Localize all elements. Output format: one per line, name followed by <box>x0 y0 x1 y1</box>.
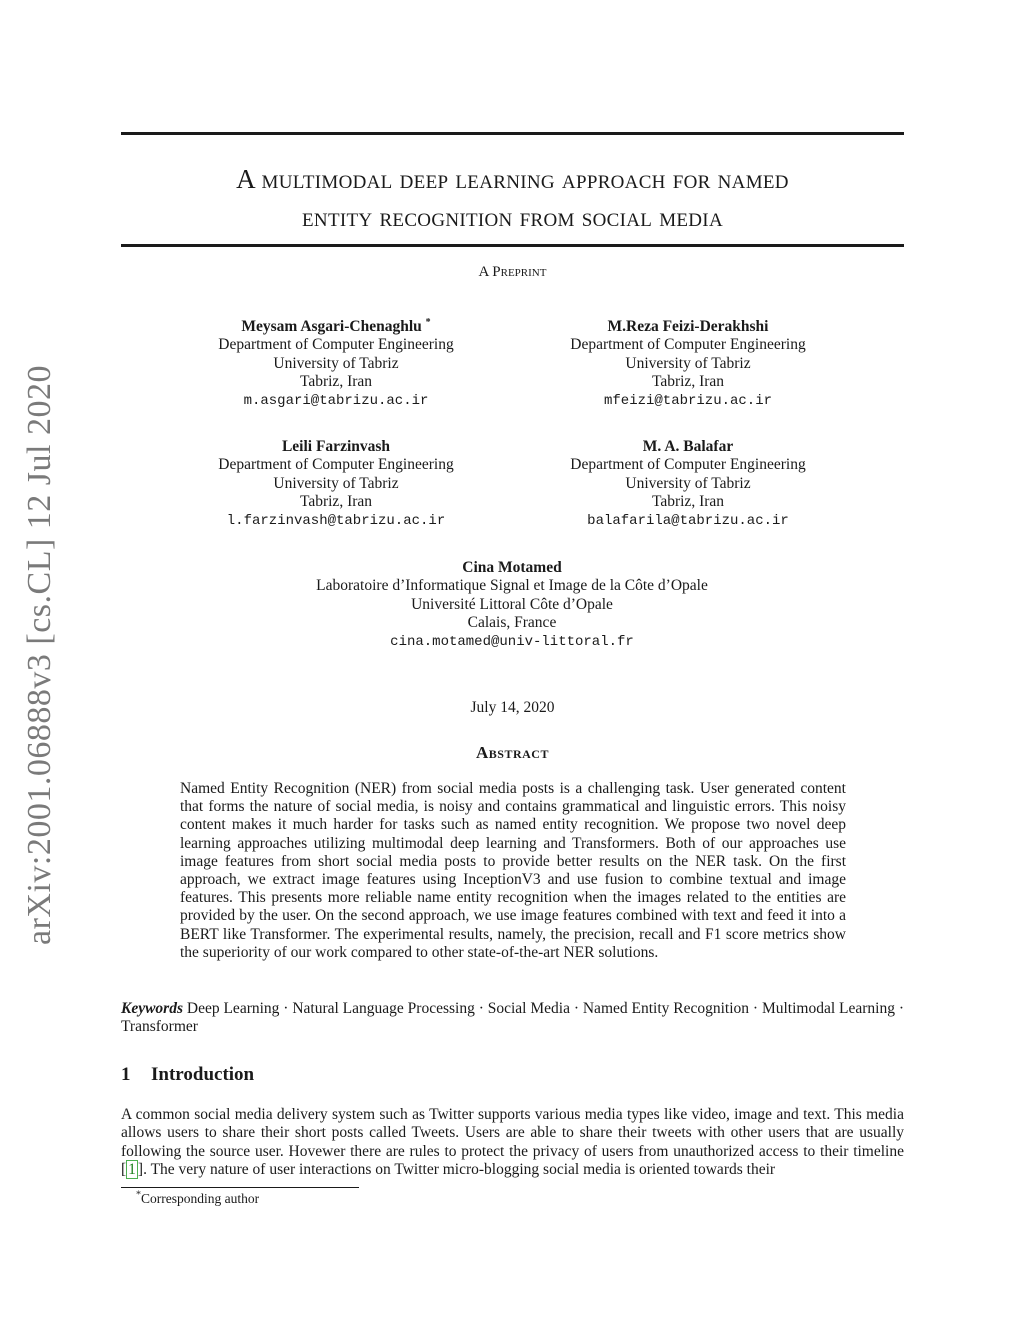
author-affiliation: Université Littoral Côte d’Opale <box>411 595 613 613</box>
author-affiliation: University of Tabriz <box>273 474 399 492</box>
author-name: Cina Motamed <box>462 559 562 576</box>
author-block-3 <box>176 438 496 530</box>
author-block-5 <box>262 559 762 651</box>
author-footnote-mark: * <box>425 316 431 328</box>
footnote-mark: * <box>136 1189 141 1201</box>
preprint-label: A Preprint <box>478 264 547 280</box>
author-department: Department of Computer Engineering <box>570 336 806 354</box>
footnote <box>136 1191 259 1207</box>
author-email: balafarila@tabrizu.ac.ir <box>587 512 789 529</box>
section-title: Introduction <box>151 1064 255 1085</box>
author-email: m.asgari@tabrizu.ac.ir <box>243 392 429 409</box>
author-name: Leili Farzinvash <box>281 438 391 455</box>
paper-title <box>121 160 904 236</box>
keywords-label: Keywords <box>121 1000 183 1017</box>
author-name: Meysam Asgari-Chenaghlu * <box>241 316 431 335</box>
paper-title-line-2: entity recognition from social media <box>302 202 723 232</box>
author-affiliation: University of Tabriz <box>273 354 399 372</box>
keywords-paragraph <box>121 1000 904 1037</box>
author-department: Department of Computer Engineering <box>218 456 454 474</box>
author-department: Laboratoire d’Informatique Signal et Image de la Côte d’Opale <box>316 577 708 595</box>
arxiv-sidebar-stamp: arXiv:2001.06888v3 [cs.CL] 12 Jul 2020 <box>21 365 58 945</box>
author-affiliation: University of Tabriz <box>625 474 751 492</box>
author-location: Tabriz, Iran <box>651 493 725 511</box>
title-top-rule <box>121 132 904 135</box>
author-location: Tabriz, Iran <box>651 373 725 391</box>
citation-link[interactable]: 1 <box>128 1161 136 1179</box>
abstract-body: Named Entity Recognition (NER) from social media posts is a challenging task. User generated content that forms the nature of social media, is noisy and contains grammatical and linguistic errors. This noisy content makes it much harder for tasks such as named entity recognition. We propose two novel deep learning approaches utilizing multimodal deep learning and Transformers. Both of our approaches use image features from short social media posts to provide better results on the NER task. On the first approach, we extract image features using InceptionV3 and use fusion to combine textual and image features. This presents more reliable name entity recognition when the images related to the entities are provided by the user. On the second approach, we use image features combined with text and feed it into a BERT like Transformer. The experimental results, namely, the precision, recall and F1 score metrics show the superiority of our work compared to other state-of-the-art NER solutions. <box>180 780 846 961</box>
footnote-rule <box>121 1187 359 1188</box>
section-number: 1 <box>121 1064 131 1085</box>
author-email: cina.motamed@univ-littoral.fr <box>390 633 634 650</box>
paper-date: July 14, 2020 <box>470 699 555 716</box>
author-name: M.Reza Feizi-Derakhshi <box>607 318 769 335</box>
keywords-list: Deep Learning · Natural Language Processing · Social Media · Named Entity Recognition · Multimodal Learning · Transformer <box>121 1000 904 1036</box>
introduction-paragraph: A common social media delivery system such as Twitter supports various media types like video, image and text. This media allows users to share their short posts called Tweets. Users are able to share their tweets with other users that are usually following the source user. Hovewer there are rules to protect the privacy of users from unauthorized access to their timeline [ 1 ]. The very nature of user interactions on Twitter micro-blogging social media is oriented towards their <box>121 1106 904 1179</box>
author-department: Department of Computer Engineering <box>570 456 806 474</box>
author-affiliation: University of Tabriz <box>625 354 751 372</box>
title-bottom-rule <box>121 244 904 247</box>
author-email: l.farzinvash@tabrizu.ac.ir <box>226 512 446 529</box>
author-name: M. A. Balafar <box>642 438 734 455</box>
author-location: Calais, France <box>467 614 557 632</box>
author-block-1 <box>176 318 496 410</box>
author-email: mfeizi@tabrizu.ac.ir <box>603 392 773 409</box>
paper-title-line-1: A multimodal deep learning approach for named <box>236 164 789 194</box>
footnote-text: Corresponding author <box>141 1191 260 1206</box>
abstract-heading: Abstract <box>476 743 549 762</box>
author-department: Department of Computer Engineering <box>218 336 454 354</box>
author-block-4 <box>528 438 848 530</box>
author-location: Tabriz, Iran <box>299 373 373 391</box>
author-location: Tabriz, Iran <box>299 493 373 511</box>
section-heading-introduction <box>121 1064 254 1086</box>
author-block-2 <box>528 318 848 410</box>
